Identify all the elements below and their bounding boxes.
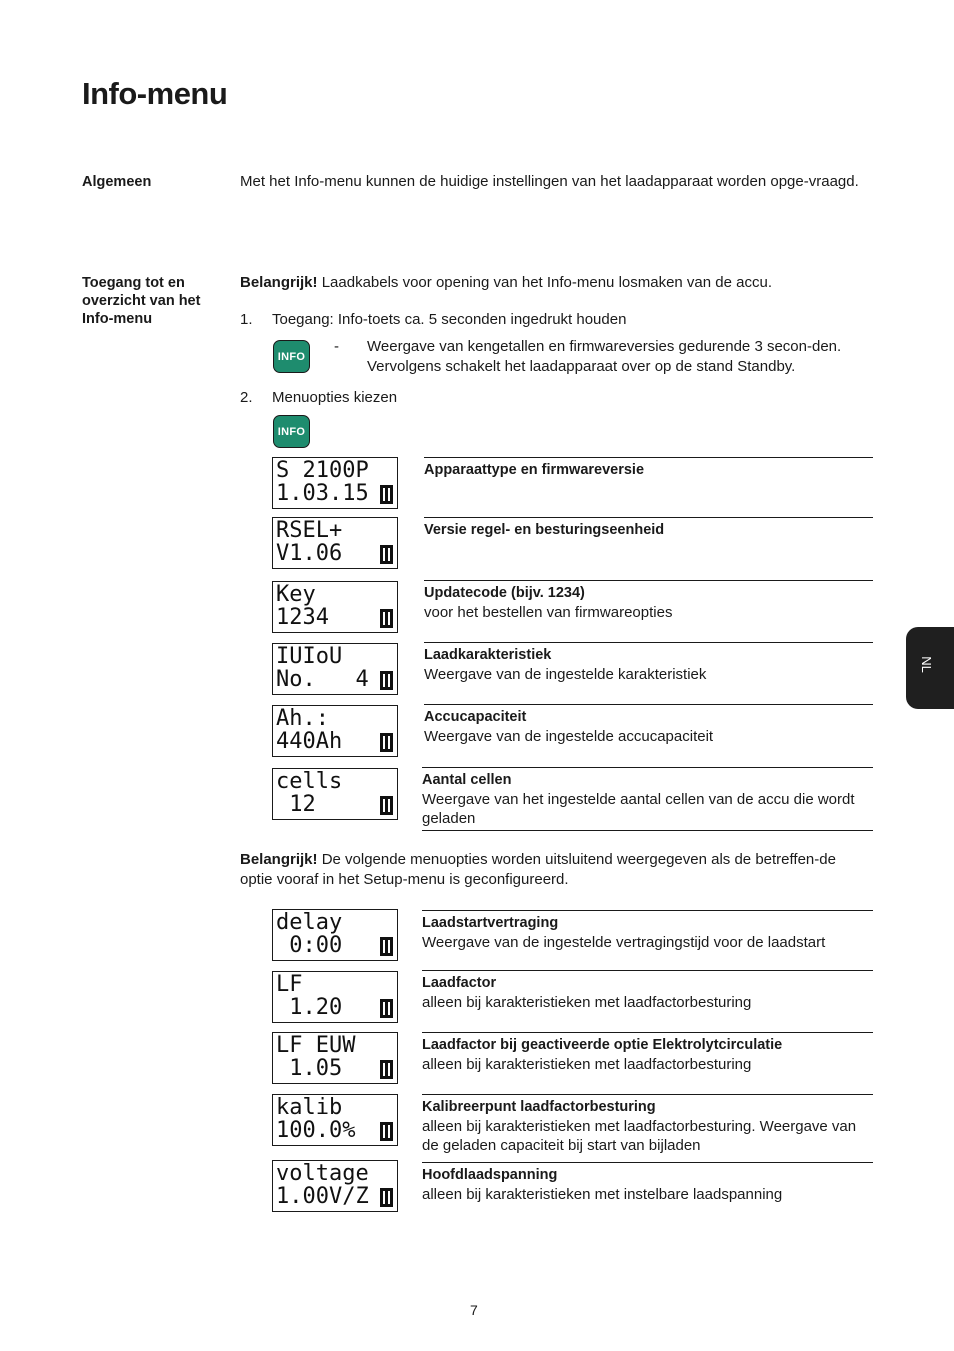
language-tab-label: NL [918, 656, 934, 673]
important-label: Belangrijk! [240, 274, 318, 291]
important-label: Belangrijk! [240, 851, 318, 868]
lcd-display: kalib 100.0% [272, 1094, 398, 1146]
lcd-display: S 2100P 1.03.15 [272, 457, 398, 509]
menu-indicator-icon [380, 1188, 393, 1207]
menu-indicator-icon [380, 609, 393, 628]
important-text: Laadkabels voor opening van het Info-menu losmaken van de accu. [317, 274, 772, 291]
menu-indicator-icon [380, 937, 393, 956]
menu-indicator-icon [380, 485, 393, 504]
lcd-display: Key 1234 [272, 581, 398, 633]
lcd-display: LF EUW 1.05 [272, 1032, 398, 1084]
step-2-number: 2. [240, 389, 253, 406]
section-label-algemeen: Algemeen [82, 174, 152, 190]
lcd-display: delay 0:00 [272, 909, 398, 961]
important-text: De volgende menuopties worden uitsluitend weergegeven als de betreffen-de optie vooraf in het Setup-menu is geconfigureerd. [240, 851, 836, 888]
menu-option-entry: Laadfactor alleen bij karakteristieken met laadfactorbesturing [422, 970, 873, 1032]
lcd-display: cells 12 [272, 768, 398, 820]
info-button-icon: INFO [273, 415, 310, 448]
menu-option-entry: Laadfactor bij geactiveerde optie Elektrolytcirculatie alleen bij karakteristieken met laadfactorbesturing [422, 1032, 873, 1094]
lcd-display: IUIoU No. 4 [272, 643, 398, 695]
menu-indicator-icon [380, 733, 393, 752]
section-label-toegang: Toegang tot en overzicht van het Info-menu [82, 275, 201, 327]
step-1 [240, 310, 626, 329]
bullet-dash: - [334, 338, 339, 355]
lcd-display: voltage 1.00V/Z [272, 1160, 398, 1212]
menu-indicator-icon [380, 1060, 393, 1079]
menu-indicator-icon [380, 671, 393, 690]
page-number: 7 [470, 1302, 478, 1318]
step-2 [240, 388, 397, 407]
menu-option-entry: Laadstartvertraging Weergave van de ingestelde vertragingstijd voor de laadstart [422, 910, 873, 970]
menu-option-entry: Laadkarakteristiek Weergave van de ingestelde karakteristiek [424, 642, 873, 704]
menu-indicator-icon [380, 796, 393, 815]
menu-option-entry: Updatecode (bijv. 1234) voor het bestellen van firmwareopties [424, 580, 873, 642]
algemeen-text: Met het Info-menu kunnen de huidige instellingen van het laadapparaat worden opge-vraagd. [240, 173, 859, 190]
important-note-2 [240, 850, 872, 889]
menu-option-entry: Hoofdlaadspanning alleen bij karakteristieken met instelbare laadspanning [422, 1162, 873, 1216]
menu-indicator-icon [380, 545, 393, 564]
step-2-text: Menuopties kiezen [272, 389, 398, 406]
step-1-text: Toegang: Info-toets ca. 5 seconden ingedrukt houden [272, 311, 627, 328]
step-1-bullet: Weergave van kengetallen en firmwareversies gedurende 3 secon-den. Vervolgens schakelt het laadapparaat over op de stand Standby. [367, 338, 842, 375]
step-1-number: 1. [240, 311, 253, 328]
menu-option-entry: Versie regel- en besturingseenheid [424, 517, 873, 580]
language-tab [906, 627, 954, 709]
important-note-1 [240, 273, 872, 293]
menu-option-entry: Aantal cellen Weergave van het ingestelde aantal cellen van de accu die wordt geladen [422, 767, 873, 831]
lcd-display: LF 1.20 [272, 971, 398, 1023]
menu-option-entry: Accucapaciteit Weergave van de ingestelde accucapaciteit [424, 704, 873, 767]
lcd-display: RSEL+ V1.06 [272, 517, 398, 569]
info-button-icon: INFO [273, 340, 310, 373]
menu-indicator-icon [380, 999, 393, 1018]
menu-option-entry: Apparaattype en firmwareversie [424, 457, 873, 517]
menu-option-entry: Kalibreerpunt laadfactorbesturing alleen bij karakteristieken met laadfactorbesturing. Weergave van de geladen capaciteit bij start van bijladen [422, 1094, 873, 1162]
page-title: Info-menu [82, 76, 228, 111]
menu-indicator-icon [380, 1122, 393, 1141]
lcd-display: Ah.: 440Ah [272, 705, 398, 757]
